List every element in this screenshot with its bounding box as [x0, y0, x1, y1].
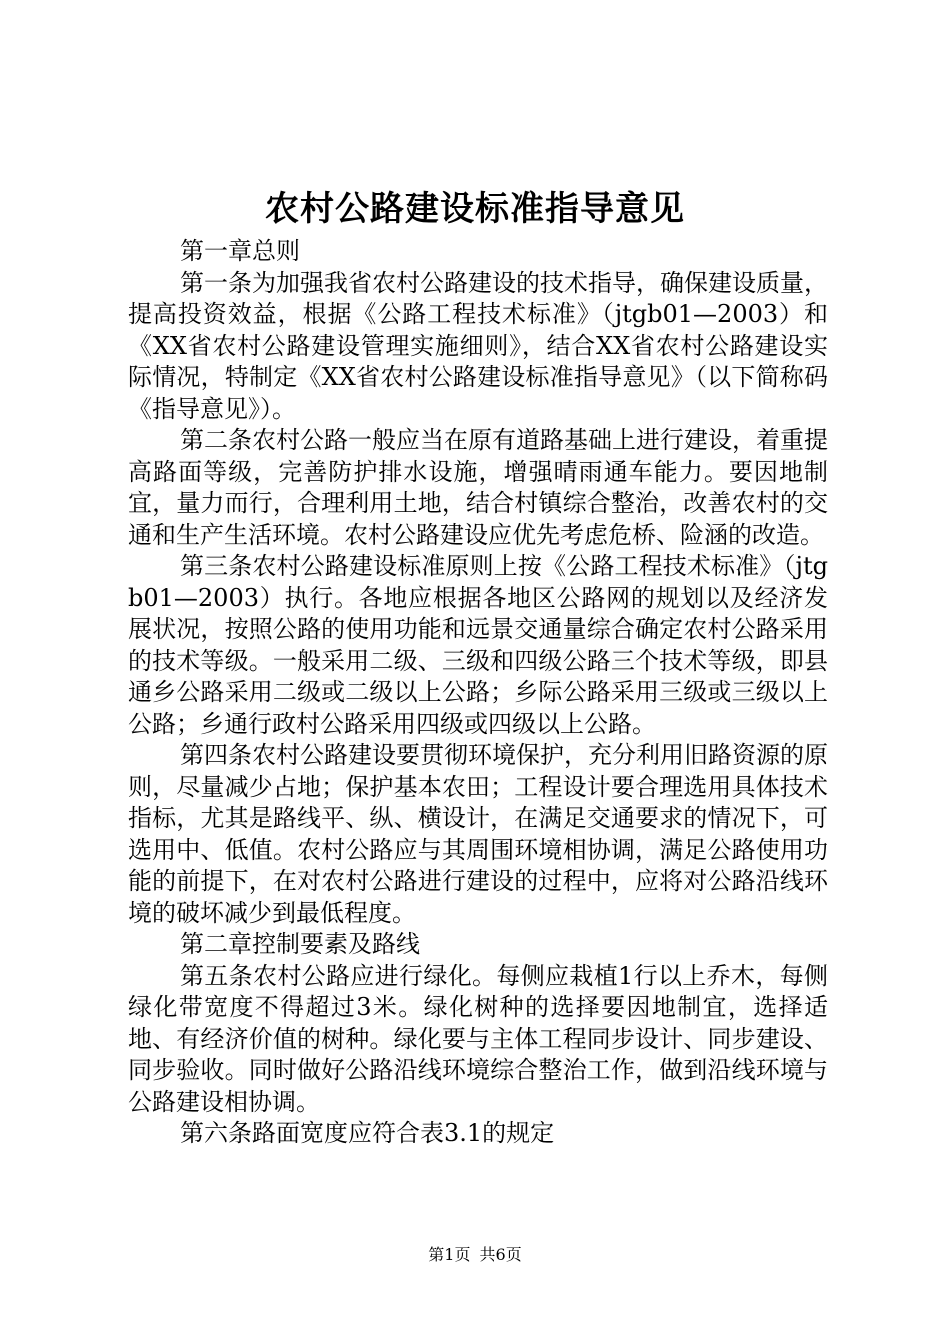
article-paragraph: 第六条路面宽度应符合表3.1的规定 — [180, 1119, 555, 1147]
page-total: 共6页 — [479, 1245, 522, 1264]
document-body — [128, 236, 828, 1150]
chapter-heading: 第一章总则 — [180, 237, 300, 265]
article-paragraph: 第四条农村公路建设要贯彻环境保护，充分利用旧路资源的原则，尽量减少占地；保护基本农田；工程设计要合理选用具体技术指标，尤其是路线平、纵、横设计，在满足交通要求的情况下，可选用中、低值。农村公路应与其周围环境相协调，满足公路使用功能的前提下，在对农村公路进行建设的过程中，应将对公路沿线环境的破坏减少到最低程度。 — [128, 741, 828, 927]
page-number: 第1页 — [428, 1245, 471, 1264]
article-paragraph: 第三条农村公路建设标准原则上按《公路工程技术标准》（jtgb01—2003）执行。各地应根据各地区公路网的规划以及经济发展状况，按照公路的使用功能和远景交通量综合确定农村公路采用的技术等级。一般采用二级、三级和四级公路三个技术等级，即县通乡公路采用二级或二级以上公路；乡际公路采用三级或三级以上公路；乡通行政村公路采用四级或四级以上公路。 — [128, 552, 828, 738]
article-paragraph: 第二条农村公路一般应当在原有道路基础上进行建设，着重提高路面等级，完善防护排水设施，增强晴雨通车能力。要因地制宜，量力而行，合理利用土地，结合村镇综合整治，改善农村的交通和生产生活环境。农村公路建设应优先考虑危桥、险涵的改造。 — [128, 426, 828, 549]
document-title: 农村公路建设标准指导意见 — [265, 189, 685, 229]
article-paragraph: 第一条为加强我省农村公路建设的技术指导，确保建设质量，提高投资效益，根据《公路工程技术标准》（jtgb01—2003）和《XX省农村公路建设管理实施细则》，结合XX省农村公路建设实际情况，特制定《XX省农村公路建设标准指导意见》（以下简称码《指导意见》）。 — [128, 268, 828, 423]
article-paragraph: 第五条农村公路应进行绿化。每侧应栽植1行以上乔木，每侧绿化带宽度不得超过3米。绿化树种的选择要因地制宜，选择适地、有经济价值的树种。绿化要与主体工程同步设计、同步建设、同步验收。同时做好公路沿线环境综合整治工作，做到沿线环境与公路建设相协调。 — [128, 961, 828, 1116]
page-footer — [0, 1244, 950, 1266]
chapter-heading: 第二章控制要素及路线 — [180, 930, 420, 958]
